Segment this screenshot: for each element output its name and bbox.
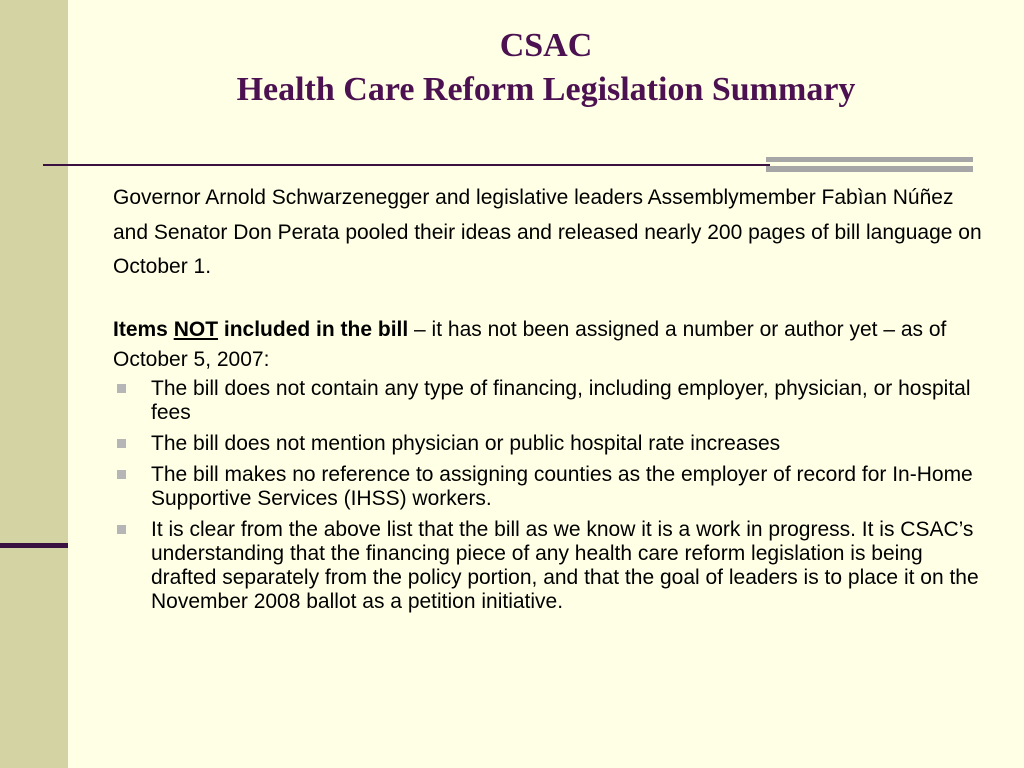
title-line-1: CSAC	[499, 27, 593, 64]
decorative-bars	[766, 157, 973, 176]
square-bullet-icon	[117, 470, 126, 479]
square-bullet-icon	[117, 439, 126, 448]
bullet-list	[113, 377, 983, 614]
list-item-text: It is clear from the above list that the bill as we know it is a work in progress. It is CSAC’s understanding that the financing piece of any health care reform legislation is being drafted separately from the policy portion, and that the goal of leaders is to place it on the November 2008 ballot as a petition initiative.	[151, 517, 979, 613]
slide-body	[113, 181, 983, 621]
decorative-bar-top	[766, 157, 973, 162]
list-item	[113, 463, 983, 511]
slide-title	[68, 24, 1024, 112]
decorative-bar-bottom	[766, 166, 973, 172]
left-accent-strip	[0, 0, 68, 768]
title-line-2: Health Care Reform Legislation Summary	[236, 71, 856, 108]
items-heading-not: NOT	[173, 317, 219, 341]
list-item	[113, 377, 983, 425]
items-heading-bold-start: Items	[113, 317, 174, 341]
square-bullet-icon	[117, 525, 126, 534]
intro-paragraph: Governor Arnold Schwarzenegger and legislative leaders Assemblymember Fabìan Núñez and Senator Don Perata pooled their ideas and released nearly 200 pages of bill language on October 1.	[113, 186, 982, 278]
items-heading-bold-end: included in the bill	[218, 317, 409, 341]
list-item-text: The bill does not mention physician or public hospital rate increases	[151, 431, 781, 455]
square-bullet-icon	[117, 384, 126, 393]
items-heading-rest: – it has not been assigned a number or author yet – as of October 5, 2007:	[113, 317, 947, 371]
list-item-text: The bill does not contain any type of financing, including employer, physician, or hospital fees	[151, 376, 971, 424]
items-heading	[113, 315, 983, 375]
title-divider	[43, 164, 770, 166]
left-accent-bar	[0, 543, 68, 548]
list-item	[113, 432, 983, 456]
list-item	[113, 518, 983, 614]
list-item-text: The bill makes no reference to assigning counties as the employer of record for In-Home Supportive Services (IHSS) workers.	[151, 462, 973, 510]
